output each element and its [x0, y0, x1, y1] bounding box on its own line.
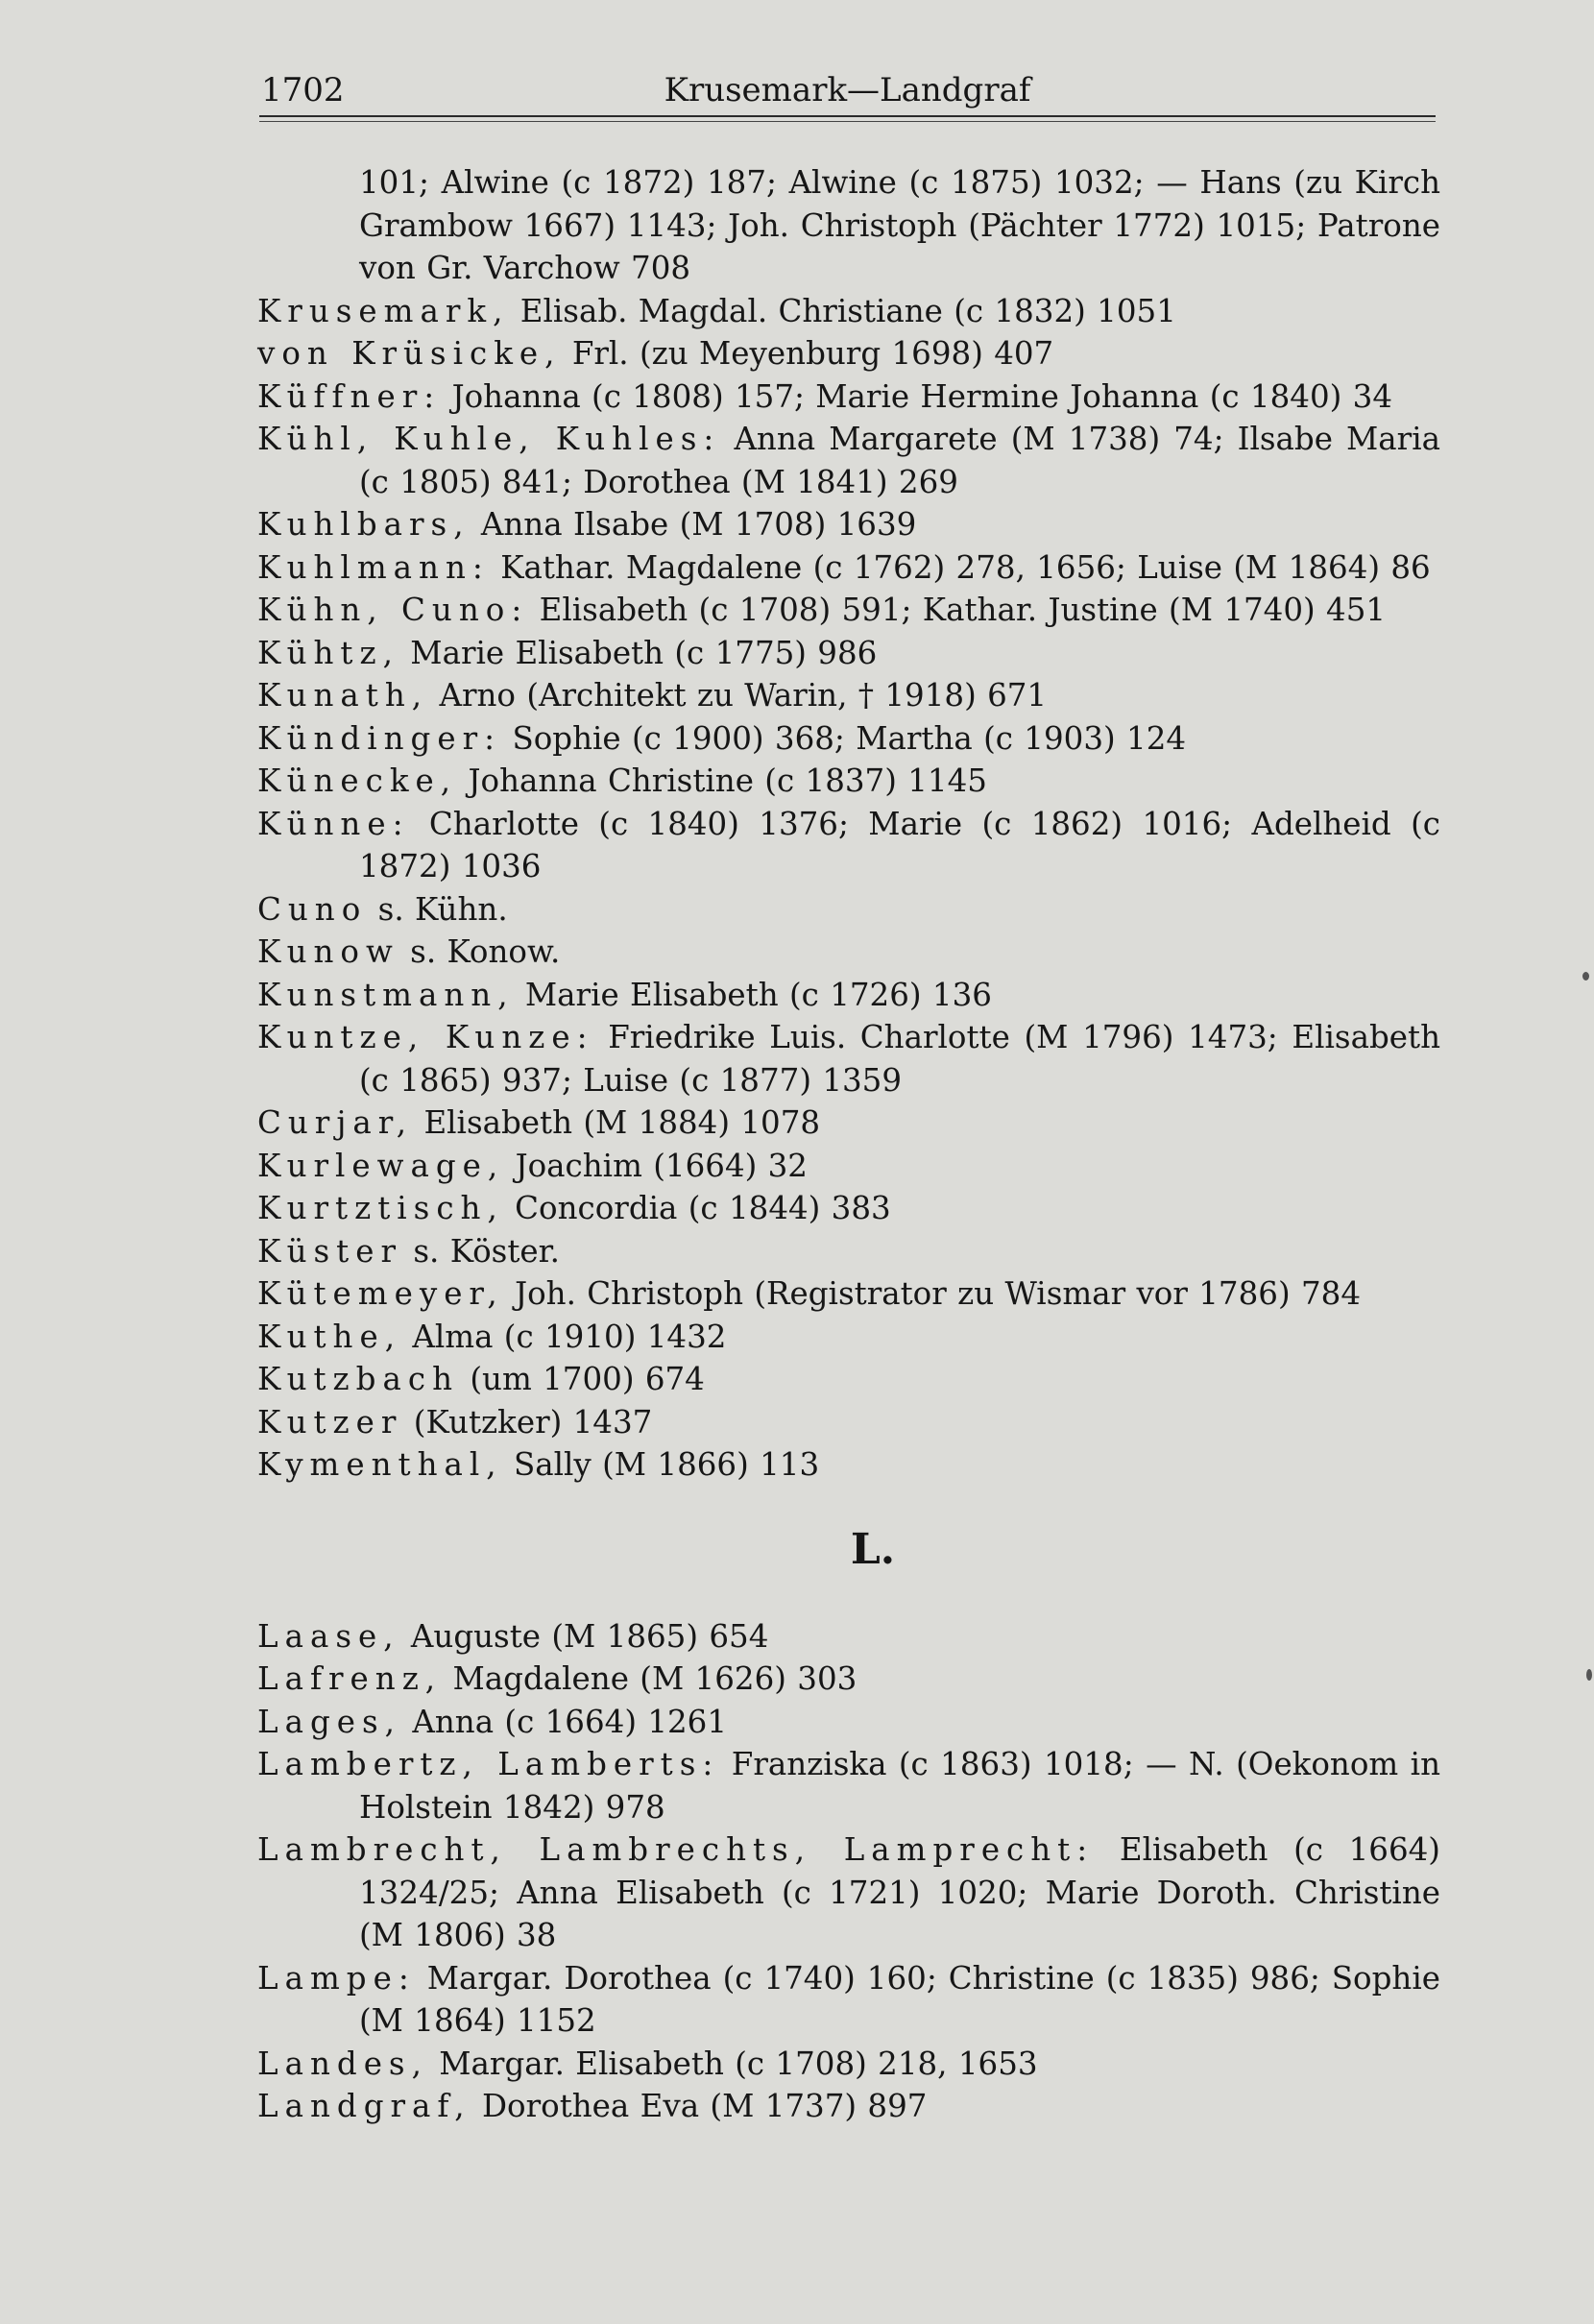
section-heading: L.	[850, 1524, 896, 1574]
index-entry	[257, 1743, 1440, 1828]
entry-details: (um 1700) 674	[470, 1361, 705, 1397]
entry-surname: Kunow	[257, 933, 399, 970]
entry-details: s. Köster.	[413, 1232, 560, 1270]
entry-details: Johanna (c 1808) 157; Marie Hermine Johanna (c 1840) 34	[451, 377, 1393, 415]
entry-details: Margar. Dorothea (c 1740) 160; Christine (c 1835) 986; Sophie (M 1864) 1152	[359, 1959, 1440, 2039]
scan-speck	[1586, 1669, 1592, 1681]
entries-l-list	[257, 1615, 1440, 2128]
entry-details: Anna Margarete (M 1738) 74; Ilsabe Maria (c 1805) 841; Dorothea (M 1841) 269	[359, 421, 1440, 500]
entry-details: Anna (c 1664) 1261	[412, 1703, 728, 1740]
index-entry	[257, 931, 1440, 974]
index-entry	[257, 1230, 1440, 1273]
index-entry	[257, 1316, 1440, 1359]
entry-details: Concordia (c 1844) 383	[515, 1190, 891, 1226]
entry-surname: Kühl, Kuhle, Kuhles:	[257, 421, 721, 457]
entry-surname: Kymenthal,	[257, 1446, 503, 1483]
index-entry	[257, 717, 1440, 761]
running-head: Krusemark—Landgraf	[664, 71, 1031, 109]
entry-surname: Landes,	[257, 2045, 428, 2082]
header-rule	[259, 115, 1436, 117]
entry-surname: Kuhlmann:	[257, 548, 490, 586]
entry-surname: von Krüsicke,	[257, 335, 562, 372]
index-entry	[257, 1957, 1440, 2043]
entry-surname: Kühn, Cuno:	[257, 592, 529, 628]
index-entry	[257, 1401, 1440, 1444]
entry-surname: Kurtztisch,	[257, 1190, 504, 1226]
continuation-entry: 101; Alwine (c 1872) 187; Alwine (c 1875) 1032; — Hans (zu Kirch Grambow 1667) 1143; Joh. Christoph (Pächter 1772) 1015; Patrone von Gr. Varchow 708	[359, 164, 1440, 286]
index-entry	[257, 1828, 1440, 1957]
entry-surname: Kutzbach	[257, 1361, 459, 1397]
index-entry	[257, 803, 1440, 888]
index-entry	[257, 1443, 1440, 1487]
page-number: 1702	[261, 71, 345, 109]
entry-surname: Kurlewage,	[257, 1147, 505, 1184]
entry-surname: Kühtz,	[257, 634, 399, 671]
entry-details: Arno (Architekt zu Warin, † 1918) 671	[439, 677, 1048, 714]
entry-details: Anna Ilsabe (M 1708) 1639	[480, 506, 917, 543]
index-entry	[257, 1272, 1440, 1316]
entry-surname: Landgraf,	[257, 2088, 471, 2124]
entry-details: Friedrike Luis. Charlotte (M 1796) 1473; Elisabeth (c 1865) 937; Luise (c 1877) 1359	[359, 1019, 1440, 1099]
index-entry	[257, 375, 1440, 419]
index-entry	[257, 1145, 1440, 1188]
index-entry	[257, 2085, 1440, 2128]
index-entry	[257, 332, 1440, 375]
index-entry	[257, 1658, 1440, 1701]
index-entry	[257, 1701, 1440, 1744]
index-entry	[257, 503, 1440, 546]
entry-surname: Künecke,	[257, 763, 458, 799]
index-entry	[257, 888, 1440, 932]
index-entry	[257, 1615, 1440, 1658]
entry-details: Dorothea Eva (M 1737) 897	[481, 2088, 928, 2124]
index-entry	[257, 2043, 1440, 2086]
entry-surname: Kuntze, Kunze:	[257, 1019, 594, 1055]
index-entries	[257, 161, 1440, 2128]
entry-surname: Cuno	[257, 890, 368, 928]
entry-surname: Lambertz, Lamberts:	[257, 1746, 720, 1782]
entry-details: Kathar. Magdalene (c 1762) 278, 1656; Luise (M 1864) 86	[500, 548, 1431, 586]
entry-details: Elisabeth (c 1708) 591; Kathar. Justine (M 1740) 451	[539, 592, 1387, 628]
entry-details: Joh. Christoph (Registrator zu Wismar vor 1786) 784	[515, 1275, 1361, 1312]
entry-surname: Krusemark,	[257, 292, 510, 329]
entry-details: Charlotte (c 1840) 1376; Marie (c 1862) 1016; Adelheid (c 1872) 1036	[359, 805, 1440, 884]
entry-details: Frl. (zu Meyenburg 1698) 407	[571, 335, 1054, 372]
entry-details: Sophie (c 1900) 368; Martha (c 1903) 124	[512, 719, 1187, 757]
index-entry	[257, 1101, 1440, 1145]
entry-details: Elisabeth (M 1884) 1078	[423, 1104, 821, 1141]
entry-surname: Lafrenz,	[257, 1660, 443, 1697]
entry-surname: Curjar,	[257, 1104, 414, 1141]
index-entry	[257, 760, 1440, 803]
entry-details: Johanna Christine (c 1837) 1145	[468, 763, 987, 799]
index-entry	[257, 589, 1440, 632]
entry-surname: Kuhlbars,	[257, 506, 471, 543]
entry-surname: Kunstmann,	[257, 976, 515, 1013]
entry-surname: Kütemeyer,	[257, 1275, 504, 1312]
entry-surname: Lambrecht, Lambrechts, Lamprecht:	[257, 1831, 1095, 1868]
index-entry	[257, 418, 1440, 503]
index-entry	[257, 546, 1440, 590]
entry-surname: Lages,	[257, 1703, 402, 1740]
entry-surname: Küster	[257, 1232, 403, 1270]
index-entry	[257, 290, 1440, 333]
entries-k-list	[257, 290, 1440, 1487]
entry-details: (Kutzker) 1437	[413, 1403, 653, 1440]
entry-surname: Küffner:	[257, 377, 442, 415]
scan-speck	[1582, 972, 1589, 980]
entry-details: Elisabeth (c 1664) 1324/25; Anna Elisabeth (c 1721) 1020; Marie Doroth. Christine (M 1806) 38	[359, 1831, 1440, 1953]
index-entry	[257, 1016, 1440, 1101]
index-entry	[257, 674, 1440, 717]
entry-surname: Kündinger:	[257, 719, 502, 757]
entry-details: s. Kühn.	[377, 890, 508, 928]
entry-surname: Kunath,	[257, 677, 429, 714]
entry-details: Alma (c 1910) 1432	[412, 1318, 727, 1355]
entry-details: Elisab. Magdal. Christiane (c 1832) 1051	[519, 292, 1176, 329]
entry-details: Auguste (M 1865) 654	[410, 1617, 769, 1655]
entry-details: Marie Elisabeth (c 1726) 136	[524, 976, 992, 1013]
entry-details: Sally (M 1866) 113	[513, 1446, 820, 1483]
index-entry	[257, 1358, 1440, 1401]
page-header	[259, 67, 1436, 115]
entry-details: Marie Elisabeth (c 1775) 986	[410, 634, 878, 671]
entry-surname: Kuthe,	[257, 1318, 402, 1355]
index-entry	[257, 1187, 1440, 1230]
entry-surname: Kutzer	[257, 1403, 403, 1440]
entry-details: s. Konow.	[410, 933, 561, 970]
entry-surname: Lampe:	[257, 1959, 416, 1997]
entry-details: Magdalene (M 1626) 303	[452, 1660, 857, 1697]
header-rule-thin	[259, 121, 1436, 122]
index-entry	[257, 974, 1440, 1017]
entry-details: Margar. Elisabeth (c 1708) 218, 1653	[439, 2045, 1038, 2082]
entry-details: Franziska (c 1863) 1018; — N. (Oekonom in Holstein 1842) 978	[359, 1746, 1441, 1826]
entry-surname: Künne:	[257, 805, 410, 842]
index-entry	[257, 632, 1440, 675]
entry-surname: Laase,	[257, 1617, 400, 1655]
entry-details: Joachim (1664) 32	[515, 1147, 808, 1184]
